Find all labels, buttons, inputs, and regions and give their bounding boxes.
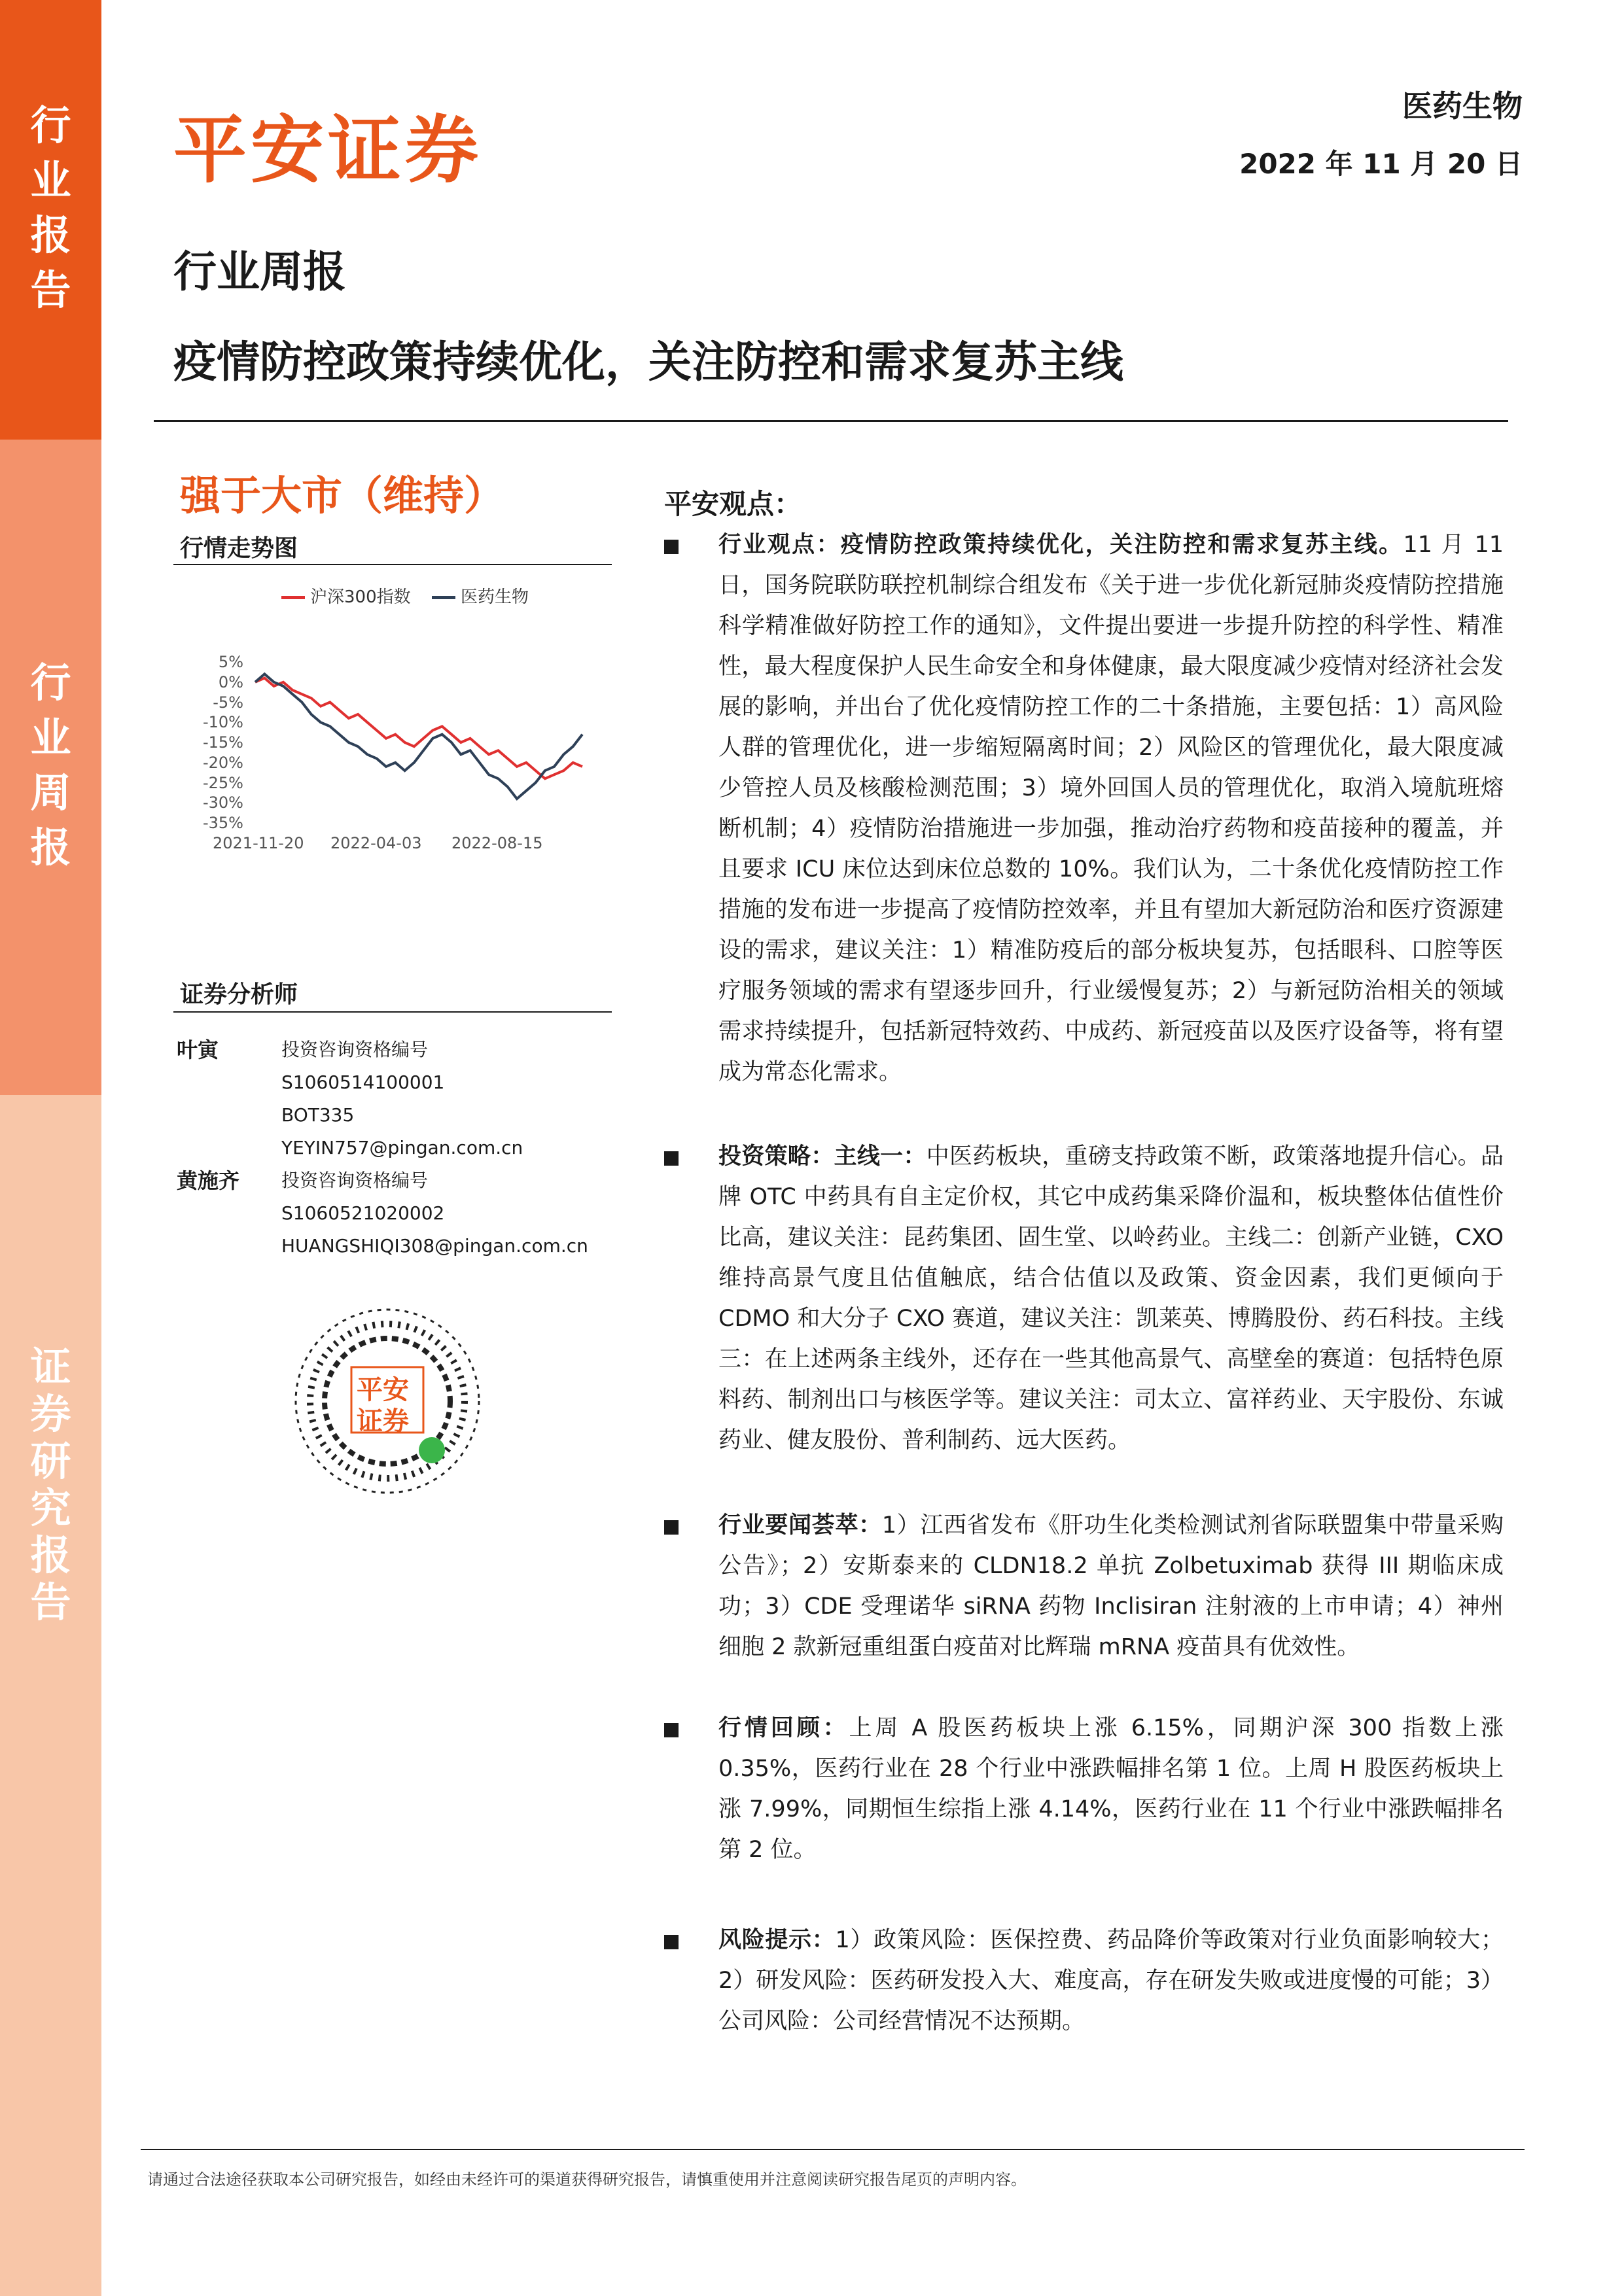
qr-label-ping-an: 平安: [357, 1375, 409, 1405]
sidebar-segment-research: [0, 1095, 101, 2296]
bullet-marker: [664, 1151, 679, 1166]
sidebar-label-research: 证券研究报告: [30, 1343, 71, 1626]
qr-code: [291, 1305, 484, 1498]
paragraph-lead: 行业要闻荟萃：: [718, 1512, 882, 1539]
series-line-pharma: [255, 674, 582, 799]
paragraph-text: 中医药板块，重磅支持政策不断，政策落地提升信心。品牌 OTC 中药具有自主定价权，其它中成药集采降价温和，板块整体估值性价比高，建议关注：昆药集团、固生堂、以岭药业。主线二：创新产业链，CXO 维持高景气度且估值触底，结合估值以及政策、资金因素，我们更倾向于 CDMO 和大分子 CXO 赛道，建议关注：凯莱英、博腾股份、药石科技。主线三：在上述两条主线外，还存在一些其他高景气、高壁垒的赛道：包括特色原料药、制剂出口与核医学等。建议关注：司太立、富祥药业、天宇股份、东诚药业、健友股份、普利制药、远大医药。: [718, 1143, 1504, 1453]
x-tick-label: 2022-04-03: [330, 834, 422, 852]
analyst-credential-label: 投资咨询资格编号: [281, 1170, 429, 1191]
y-tick-label: -15%: [202, 733, 243, 752]
bullet-marker: [664, 1520, 679, 1535]
legend-label-pharma: 医药生物: [461, 587, 529, 607]
paragraph-text: 11 月 11 日，国务院联防联控机制综合组发布《关于进一步优化新冠肺炎疫情防控措施 科学精准做好防控工作的通知》，文件提出要进一步提升防控的科学性、精准性，最大程度保护人民生命安全和身体健康，最大限度减少疫情对经济社会发展的影响，并出台了优化疫情防控工作的二十条措施，主要包括：1）高风险人群的管理优化，进一步缩短隔离时间；2）风险区的管理优化，最大限度减少管控人员及核酸检测范围；3）境外回国人员的管理优化，取消入境航班熔断机制；4）疫情防治措施进一步加强，推动治疗药物和疫苗接种的覆盖，并且要求 ICU 床位达到床位总数的 10%。我们认为，二十条优化疫情防控工作措施的发布进一步提高了疫情防控效率，并且有望加大新冠防治和医疗资源建设的需求，建议关注：1）精准防疫后的部分板块复苏，包括眼科、口腔等医疗服务领域的需求有望逐步回升，行业缓慢复苏；2）与新冠防治相关的领域需求持续提升，包括新冠特效药、中成药、新冠疫苗以及医疗设备等，将有望成为常态化需求。: [718, 532, 1504, 1085]
paragraph-lead: 风险提示：: [718, 1927, 836, 1953]
y-tick-label: -20%: [202, 753, 243, 772]
x-tick-label: 2021-11-20: [213, 834, 304, 852]
paragraph-risk-warning: [718, 1920, 1504, 2042]
footer-divider: [141, 2149, 1525, 2150]
paragraph-lead: 投资策略：主线一：: [718, 1143, 927, 1170]
paragraph-lead: 行业观点：疫情防控政策持续优化，关注防控和需求复苏主线。: [718, 532, 1403, 558]
legend-item-pharma: [432, 583, 529, 608]
footer-disclaimer: 请通过合法途径获取本公司研究报告，如经由未经许可的渠道获得研究报告，请慎重使用并注意阅读研究报告尾页的声明内容。: [147, 2170, 1027, 2189]
qr-label-securities: 证券: [357, 1406, 409, 1436]
report-type: 行业周报: [173, 247, 346, 297]
analyst-code: BOT335: [281, 1104, 355, 1126]
chart-title-divider: [173, 564, 612, 565]
paragraph-lead: 行情回顾：: [718, 1715, 849, 1741]
y-tick-label: -35%: [202, 814, 243, 832]
legend-label-hs300: 沪深300指数: [310, 587, 411, 607]
legend-swatch-hs300: [281, 596, 305, 599]
header-divider: [154, 420, 1508, 422]
bullet-marker: [664, 1723, 679, 1737]
analyst-license-id: S1060514100001: [281, 1071, 445, 1093]
brand-logo: 平安证券: [173, 108, 482, 193]
sidebar-label-weekly: 行业周报: [30, 659, 71, 871]
analysts-section-title: 证券分析师: [180, 981, 298, 1008]
y-tick-label: -25%: [202, 773, 243, 792]
sidebar-segment-weekly: [0, 440, 101, 1095]
analyst-block: [177, 1034, 219, 1064]
series-line-hs300: [255, 678, 582, 779]
market-trend-chart: [249, 654, 589, 831]
paragraph-text: 上周 A 股医药板块上涨 6.15%，同期沪深 300 指数上涨 0.35%，医药行业在 28 个行业中涨跌幅排名第 1 位。上周 H 股医药板块上涨 7.99%，同期恒生综指上涨 4.14%，医药行业在 11 个行业中涨跌幅排名第 2 位。: [718, 1715, 1504, 1863]
report-date: 2022 年 11 月 20 日: [1239, 148, 1523, 180]
analyst-details: [281, 1164, 588, 1262]
sidebar-label-industry-report: 行业报告: [30, 101, 71, 314]
analysts-divider: [173, 1011, 612, 1013]
y-tick-label: 5%: [218, 653, 243, 671]
y-tick-label: -10%: [202, 713, 243, 732]
paragraph-text: 1）江西省发布《肝功生化类检测试剂省际联盟集中带量采购公告》；2）安斯泰来的 CLDN18.2 单抗 Zolbetuximab 获得 III 期临床成功；3）CDE 受理诺华 siRNA 药物 Inclisiran 注射液的上市申请；4）神州细胞 2 款新冠重组蛋白疫苗对比辉瑞 mRNA 疫苗具有优效性。: [718, 1512, 1504, 1660]
analyst-email[interactable]: YEYIN757@pingan.com.cn: [281, 1137, 523, 1158]
viewpoint-title: 平安观点：: [664, 488, 802, 520]
legend-swatch-pharma: [432, 596, 455, 599]
analyst-name: 黄施齐: [177, 1168, 240, 1193]
legend-item-hs300: [281, 583, 411, 608]
y-tick-label: -5%: [213, 693, 243, 712]
analyst-license-id: S1060521020002: [281, 1202, 445, 1224]
bullet-marker: [664, 540, 679, 554]
analyst-block: [177, 1164, 239, 1194]
paragraph-market-review: [718, 1708, 1504, 1870]
paragraph-industry-news: [718, 1505, 1504, 1667]
y-tick-label: 0%: [218, 672, 243, 691]
bullet-marker: [664, 1935, 679, 1949]
sector-label: 医药生物: [1402, 88, 1523, 124]
x-tick-label: 2022-08-15: [451, 834, 543, 852]
rating-label: 强于大市（维持）: [180, 472, 505, 519]
market-chart-title: 行情走势图: [180, 535, 298, 562]
paragraph-investment-strategy: [718, 1136, 1504, 1461]
paragraph-industry-view: [718, 525, 1504, 1092]
page-title: 疫情防控政策持续优化，关注防控和需求复苏主线: [173, 337, 1123, 387]
sidebar-segment-industry-report: [0, 0, 101, 440]
paragraph-text: 1）政策风险：医保控费、药品降价等政策对行业负面影响较大；2）研发风险：医药研发投入大、难度高，存在研发失败或进度慢的可能；3）公司风险：公司经营情况不达预期。: [718, 1927, 1504, 2034]
analyst-name: 叶寅: [177, 1037, 219, 1062]
y-tick-label: -30%: [202, 793, 243, 812]
analyst-details: [281, 1034, 523, 1164]
analyst-email[interactable]: HUANGSHIQI308@pingan.com.cn: [281, 1235, 588, 1257]
analyst-credential-label: 投资咨询资格编号: [281, 1039, 429, 1060]
